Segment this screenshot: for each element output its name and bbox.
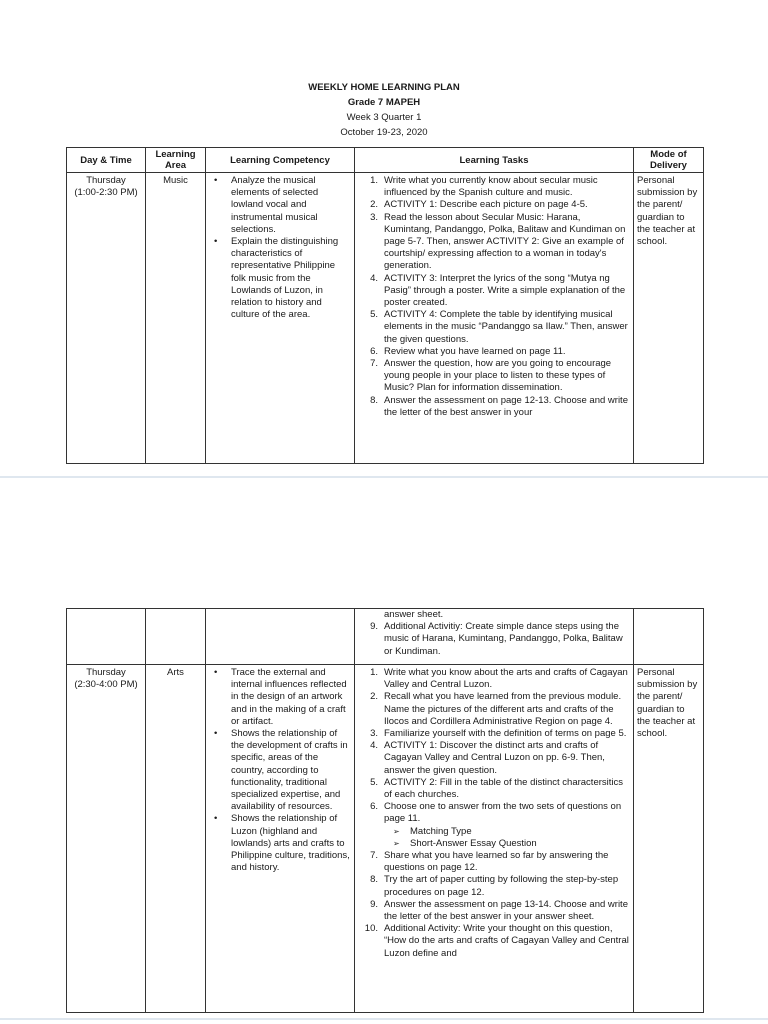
music-delivery: Personal submission by the parent/ guardian to the teacher at school. xyxy=(634,173,704,464)
task-item: 9. Answer the assessment on page 13-14. Choose and write the letter of the best answer in your answer sheet. xyxy=(370,898,628,923)
competency-item: • Analyze the musical elements of selected lowland vocal and instrumental musical selections. xyxy=(227,175,351,236)
music-tasks xyxy=(355,173,634,464)
competency-item: • Shows the relationship of the development of crafts in specific, areas of the country, according to functionality, traditional specialized expertise, and availability of resources. xyxy=(227,728,351,813)
music-time: (1:00-2:30 PM) xyxy=(74,187,138,199)
task-item: 5. ACTIVITY 2: Fill in the table of the distinct charactersitics of each churches. xyxy=(370,776,624,801)
music-row xyxy=(67,173,704,464)
arts-day-time xyxy=(67,665,146,1013)
task-item: 7. Share what you have learned so far by answering the questions on page 12. xyxy=(370,850,609,874)
competency-item: • Shows the relationship of Luzon (highland and lowlands) arts and crafts to Philippine culture, traditions, and history. xyxy=(227,813,351,874)
task-item: 1. Write what you currently know about secular music influenced by the Spanish culture and music. xyxy=(370,175,598,199)
arts-row xyxy=(67,665,704,1013)
date-range: October 19-23, 2020 xyxy=(340,127,428,138)
page-divider xyxy=(0,476,768,478)
column-header-competency: Learning Competency xyxy=(206,148,355,173)
arts-day: Thursday xyxy=(86,667,126,678)
music-day: Thursday xyxy=(86,175,126,186)
column-header-tasks: Learning Tasks xyxy=(355,148,634,173)
arts-time: (2:30-4:00 PM) xyxy=(74,679,138,691)
table-header-row xyxy=(67,148,704,173)
arts-tasks xyxy=(355,665,634,1013)
music-area: Music xyxy=(146,173,206,464)
music-continued-row xyxy=(67,609,704,665)
music-tasks-continued xyxy=(355,609,634,665)
task-item: 1. Write what you know about the arts and crafts of Cagayan Valley and Central Luzon. xyxy=(370,667,628,691)
week-label: Week 3 Quarter 1 xyxy=(346,112,422,123)
column-header-learning-area: Learning Area xyxy=(146,148,206,173)
task-continuation: answer sheet. xyxy=(384,609,444,620)
task-item: 5. ACTIVITY 4: Complete the table by identifying musical elements in the music “Pandanggo sa Ilaw.” Then, answer the given questions. xyxy=(370,309,628,345)
task-item: 6. Choose one to answer from the two sets of questions on page 11. ➢ Matching Type ➢ Short-Answer Essay Question xyxy=(380,801,630,850)
sub-item: ➢ Matching Type xyxy=(406,826,630,838)
arts-area: Arts xyxy=(146,665,206,1013)
competency-item: • Explain the distinguishing characteristics of representative Philippine folk music from the Lowlands of Luzon, in relation to history and culture of the area. xyxy=(227,236,351,321)
document-title: WEEKLY HOME LEARNING PLAN xyxy=(308,82,460,93)
competency-item: • Trace the external and internal influences reflected in the design of an artwork and in the making of a craft or artifact. xyxy=(227,667,351,728)
learning-plan-table-page2 xyxy=(66,608,704,1013)
sub-item: ➢ Short-Answer Essay Question xyxy=(406,838,630,850)
arts-competencies xyxy=(206,665,355,1013)
document-header xyxy=(0,80,768,140)
music-competencies xyxy=(206,173,355,464)
task-item: 4. ACTIVITY 1: Discover the distinct arts and crafts of Cagayan Valley and Central Luzon on pp. 6-9. Then, answer the given question. xyxy=(370,740,605,776)
task-item: 8. Try the art of paper cutting by following the step-by-step procedures on page 12. xyxy=(370,874,619,898)
task-item: 6. Review what you have learned on page 11. xyxy=(370,345,566,357)
music-day-time xyxy=(67,173,146,464)
column-header-day-time: Day & Time xyxy=(67,148,146,173)
column-header-delivery: Mode of Delivery xyxy=(634,148,704,173)
task-item: 8. Answer the assessment on page 12-13. Choose and write the letter of the best answer in your xyxy=(370,394,628,418)
task-item: 10. Additional Activity: Write your thought on this question, “How do the arts and crafts of Cagayan Valley and Central Luzon define and xyxy=(364,923,629,959)
task-item: 4. ACTIVITY 3: Interpret the lyrics of the song “Mutya ng Pasig” through a poster. Write a simple explanation of the poster created. xyxy=(370,272,626,309)
task-item: 3. Read the lesson about Secular Music: Harana, Kumintang, Pandanggo, Polka, Balitaw and Kundiman on page 5-7. Then, answer ACTIVITY 2: Give an example of courtship/ expressing affection to a woman in today's generation. xyxy=(370,211,626,272)
learning-plan-table-page1 xyxy=(66,147,704,464)
page-divider xyxy=(0,1018,768,1020)
arts-delivery: Personal submission by the parent/ guardian to the teacher at school. xyxy=(634,665,704,1013)
task-item: 9. Additional Activitiy: Create simple dance steps using the music of Harana, Kumintang, Pandanggo, Polka, Balitaw or Kundiman. xyxy=(370,621,623,657)
task-item: 2. Recall what you have learned from the previous module. Name the pictures of the different arts and crafts of the Ilocos and Cordillera Administrative Region on page 4. xyxy=(370,691,622,727)
task-item: 2. ACTIVITY 1: Describe each picture on page 4-5. xyxy=(370,199,588,211)
task-item: 7. Answer the question, how are you going to encourage young people in your place to listen to these types of Music? Plan for information dissemination. xyxy=(370,358,612,394)
task-item: 3. Familiarize yourself with the definition of terms on page 5. xyxy=(370,728,627,740)
grade-label: Grade 7 MAPEH xyxy=(347,97,421,108)
